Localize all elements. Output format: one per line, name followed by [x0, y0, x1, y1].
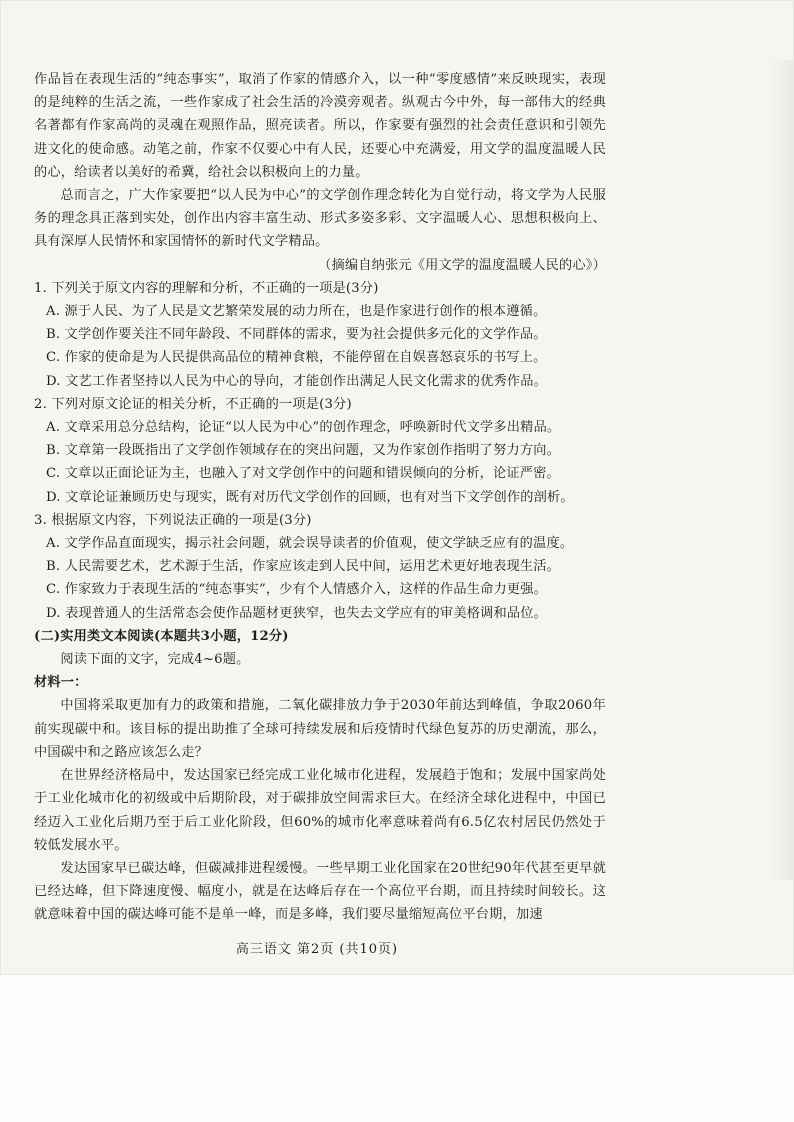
question-stem: 2. 下列对原文论证的相关分析，不正确的一项是(3分)	[34, 396, 352, 412]
citation: （摘编自纳张元《用文学的温度温暖人民的心》）	[318, 257, 606, 273]
option-d: D. 表现普通人的生活常态会使作品题材更狭窄，也失去文学应有的审美格调和品位。	[46, 605, 548, 621]
question-stem: 3. 根据原文内容，下列说法正确的一项是(3分)	[34, 512, 312, 528]
option-b: B. 文章第一段既指出了文学创作领域存在的突出问题，又为作家创作指明了努力方向。	[46, 443, 561, 459]
question-3	[34, 509, 606, 625]
option-a: A. 源于人民、为了人民是文艺繁荣发展的动力所在，也是作家进行创作的根本遵循。	[46, 304, 547, 320]
option-b: B. 人民需要艺术，艺术源于生活，作家应该走到人民中间，运用艺术更好地表现生活。	[46, 559, 561, 575]
question-2	[34, 393, 606, 509]
option-d: D. 文艺工作者坚持以人民为中心的导向，才能创作出满足人民文化需求的优秀作品。	[46, 373, 548, 389]
passage2-paragraph: 发达国家早已碳达峰，但碳减排进程缓慢。一些早期工业化国家在20世纪90年代甚至更早就已经达峰，但下降速度慢、幅度小，就是在达峰后存在一个高位平台期，而且持续时间较长。这就意味着中国的碳达峰可能不是单一峰，而是多峰，我们要尽量缩短高位平台期，加速	[34, 860, 606, 923]
passage1-paragraph: 作品旨在表现生活的“纯态事实”，取消了作家的情感介入，以一种“零度感情”来反映现实，表现的是纯粹的生活之流，一些作家成了社会生活的冷漠旁观者。纵观古今中外，每一部伟大的经典名著都有作家高尚的灵魂在观照作品，照亮读者。所以，作家要有强烈的社会责任意识和引领先进文化的使命感。动笔之前，作家不仅要心中有人民，还要心中充满爱，用文学的温度温暖人民的心，给读者以美好的希冀，给社会以积极向上的力量。	[34, 72, 606, 180]
question-1	[34, 277, 606, 393]
option-a: A. 文学作品直面现实，揭示社会问题，就会误导读者的价值观，使文学缺乏应有的温度。	[46, 536, 574, 552]
passage2-paragraph: 中国将采取更加有力的政策和措施，二氧化碳排放力争于2030年前达到峰值，争取2060年前实现碳中和。该目标的提出助推了全球可持续发展和后疫情时代绿色复苏的历史潮流，那么，中国碳中和之路应该怎么走？	[34, 698, 606, 760]
section-heading: (二)实用类文本阅读(本题共3小题，12分)	[34, 628, 289, 644]
material-label: 材料一：	[34, 675, 88, 691]
option-a: A. 文章采用总分总结构，论证“以人民为中心”的创作理念，呼唤新时代文学多出精品。	[46, 420, 561, 436]
option-b: B. 文学创作要关注不同年龄段、不同群体的需求，要为社会提供多元化的文学作品。	[46, 327, 547, 343]
option-d: D. 文章论证兼顾历史与现实，既有对历代文学创作的回顾，也有对当下文学创作的剖析。	[46, 489, 574, 505]
passage1-paragraph: 总而言之，广大作家要把“以人民为中心”的文学创作理念转化为自觉行动，将文学为人民服务的理念具正落到实处，创作出内容丰富生动、形式多姿多彩、文字温暖人心、思想积极向上、具有深厚人民情怀和家国情怀的新时代文学精品。	[34, 188, 606, 250]
option-c: C. 文章以正面论证为主，也融入了对文学创作中的问题和错误倾向的分析，论证严密。	[46, 466, 560, 482]
passage2-paragraph: 在世界经济格局中，发达国家已经完成工业化城市化进程，发展趋于饱和；发展中国家尚处于工业化城市化的初级或中后期阶段，对于碳排放空间需求巨大。在经济全球化进程中，中国已经迈入工业化后期乃至于后工业化阶段，但60%的城市化率意味着尚有6.5亿农村居民仍然处于较低发展水平。	[34, 768, 606, 853]
question-stem: 1. 下列关于原文内容的理解和分析，不正确的一项是(3分)	[34, 280, 379, 296]
instruction: 阅读下面的文字，完成4~6题。	[60, 652, 250, 668]
page-gutter-shadow	[768, 60, 794, 880]
page-footer: 高三语文 第2页 (共10页)	[235, 942, 399, 957]
option-c: C. 作家的使命是为人民提供高品位的精神食粮，不能停留在自娱喜怒哀乐的书写上。	[46, 350, 547, 366]
page-content	[34, 68, 606, 927]
option-c: C. 作家致力于表现生活的“纯态事实”，少有个人情感介入，这样的作品生命力更强。	[46, 582, 548, 598]
